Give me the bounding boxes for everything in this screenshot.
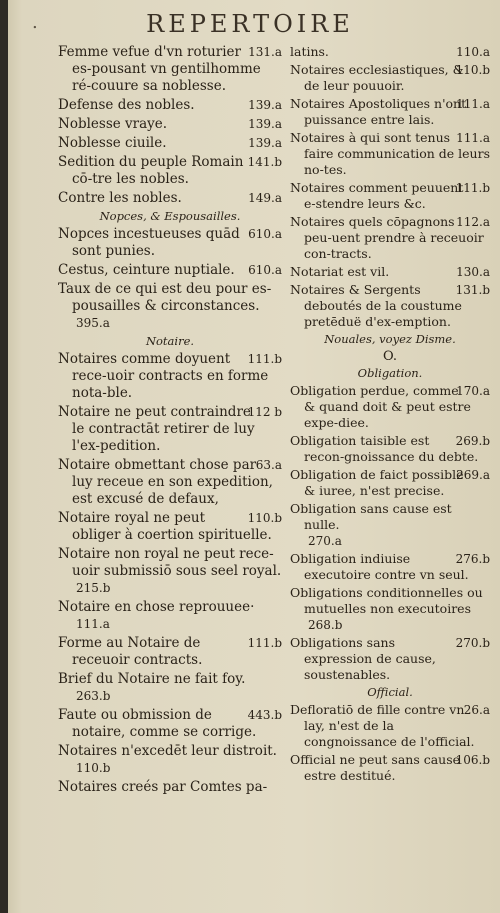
page-number: . [32,12,39,33]
entry-text: Contre les nobles. [58,190,182,206]
page-reference: 276.b [455,552,490,566]
page-reference: 141.b [247,155,282,169]
page-reference: 269.b [455,434,490,448]
entry-text: latins. [290,44,329,59]
index-entry [290,214,490,262]
entry-text: Obligation perdue, comme & quand doit & peut estre expe-diee. [290,383,471,430]
index-entry [58,635,282,669]
index-entry [58,743,282,777]
entry-text: Defense des nobles. [58,97,195,113]
entry-text: Cestus, ceinture nuptiale. [58,262,235,278]
index-entry [58,154,282,188]
entry-text: Obligations conditionnelles ou mutuelles non executoires [290,585,483,616]
page-reference: 270.a [308,534,342,548]
entry-text: Notaire en chose reprouuee· [58,599,255,615]
index-entry [290,44,490,60]
page-reference: 610.a [248,263,282,277]
index-entry [58,190,282,207]
entry-text: Notaires n'excedēt leur distroit. [58,743,277,759]
entry-text: Notaire obmettant chose par luy receue en son expedition, est excusé de defaux, [58,457,273,507]
index-entry [58,510,282,544]
section-heading: Official. [367,685,413,699]
index-entry [58,457,282,508]
page-reference: 106.b [455,753,490,767]
index-entry [58,599,282,633]
section-heading: Notaire. [145,334,195,348]
entry-text: Notaire royal ne peut obliger à coertion spirituelle. [58,510,272,543]
page-reference: 111.a [456,97,490,111]
page-reference: 63.a [255,458,282,472]
index-entry [290,585,490,633]
index-entry [58,116,282,133]
index-entry [290,635,490,683]
page-reference: 149.a [248,191,282,205]
page-reference: 111.a [456,131,490,145]
page-binding-edge [0,0,8,913]
index-entry [290,501,490,549]
left-column [58,44,282,798]
index-entry [58,546,282,597]
page-reference: 443.b [247,708,282,722]
page-reference: 269.a [456,468,490,482]
page-reference: 131.b [455,283,490,297]
page-reference: 139.a [248,117,282,131]
entry-text: Official ne peut sans cause estre destitué. [290,752,461,783]
entry-text: Brief du Notaire ne fait foy. [58,671,246,687]
entry-text: Obligation de faict possible & iuree, n'est precise. [290,467,464,498]
index-entry [58,404,282,455]
index-entry [58,351,282,402]
entry-text: Notariat est vil. [290,264,390,279]
page-reference: 130.a [456,265,490,279]
index-entry [58,226,282,260]
section-heading: Nouales, voyez Disme. [324,332,456,346]
entry-text: Forme au Notaire de receuoir contracts. [58,635,203,668]
entry-text: Notaires comment peuuent e-stendre leurs &c. [290,180,464,211]
section-heading: Nopces, & Espousailles. [99,209,241,223]
page-reference: 110.b [455,63,490,77]
index-entry [290,752,490,784]
entry-text: Notaires creés par Comtes pa- [58,779,268,795]
entry-text: Defloratiō de fille contre vn lay, n'est de la congnoissance de l'official. [290,702,475,749]
index-entry [58,97,282,114]
entry-text: Femme vefue d'vn roturier es-pousant vn gentilhomme ré-couure sa noblesse. [58,44,261,94]
entry-text: Notaires & Sergents deboutés de la coustume pretēduë d'ex-emption. [290,282,462,329]
index-entry [290,702,490,750]
entry-text: Obligation sans cause est nulle. [290,501,452,532]
page-reference: 111.b [455,181,490,195]
page-reference: 610.a [248,227,282,241]
entry-text: Noblesse vraye. [58,116,168,132]
entry-text: Obligation taisible est recon-gnoissance du debte. [290,433,479,464]
index-entry [290,62,490,94]
entry-text: Notaires quels cōpagnons peu-uent prendre à receuoir con-tracts. [290,214,484,261]
page-reference: 111.b [247,352,282,366]
page-reference: 263.b [76,689,111,703]
index-entry [290,96,490,128]
entry-text: Obligations sans expression de cause, soustenables. [290,635,436,682]
page-header [0,10,500,38]
page-reference: 110.b [76,761,111,775]
index-entry [290,264,490,280]
letter-heading: O. [382,349,398,364]
index-entry [290,551,490,583]
page-reference: 112 b [247,405,282,419]
page-reference: 395.a [76,316,110,330]
page-reference: 270.b [455,636,490,650]
page-reference: 110.b [247,511,282,525]
page-reference: 110.a [456,45,490,59]
page-reference: 170.a [456,384,490,398]
page-reference: 131.a [248,45,282,59]
entry-text: Taux de ce qui est deu pour es-pousailles & circonstances. [58,281,272,314]
page-reference: 111.b [247,636,282,650]
page-reference: 111.a [76,617,110,631]
index-entry [290,180,490,212]
entry-text: Faute ou obmission de notaire, comme se corrige. [58,707,257,740]
page-reference: 139.a [248,136,282,150]
entry-text: Notaire ne peut contraindre le contractāt retirer de luy l'ex-pedition. [58,404,255,454]
page-reference: 112.a [456,215,490,229]
entry-text: Notaires comme doyuent rece-uoir contracts en forme nota-ble. [58,351,269,401]
page-reference: 139.a [248,98,282,112]
entry-text: Sedition du peuple Romain cō-tre les nobles. [58,154,244,187]
entry-text: Notaires Apostoliques n'ont puissance entre lais. [290,96,467,127]
entry-text: Nopces incestueuses quād sont punies. [58,226,240,259]
index-entry [290,383,490,431]
running-title: REPERTOIRE [146,10,354,38]
page-reference: 268.b [308,618,343,632]
page-reference: 26.a [463,703,490,717]
right-column [290,44,490,786]
index-entry [290,433,490,465]
index-entry [58,262,282,279]
entry-text: Noblesse ciuile. [58,135,167,151]
index-entry [290,467,490,499]
section-heading: Obligation. [357,366,423,380]
index-entry [58,779,282,796]
index-entry [290,282,490,330]
index-entry [58,135,282,152]
entry-text: Notaire non royal ne peut rece-uoir submissiō sous seel royal. [58,546,282,579]
page-reference: 215.b [76,581,111,595]
index-entry [58,707,282,741]
index-entry [58,671,282,705]
index-entry [58,44,282,95]
index-entry [290,130,490,178]
entry-text: Obligation indiuise executoire contre vn seul. [290,551,469,582]
index-entry [58,281,282,332]
entry-text: Notaires à qui sont tenus faire communication de leurs no-tes. [290,130,490,177]
entry-text: Notaires ecclesiastiques, & de leur pouuoir. [290,62,464,93]
